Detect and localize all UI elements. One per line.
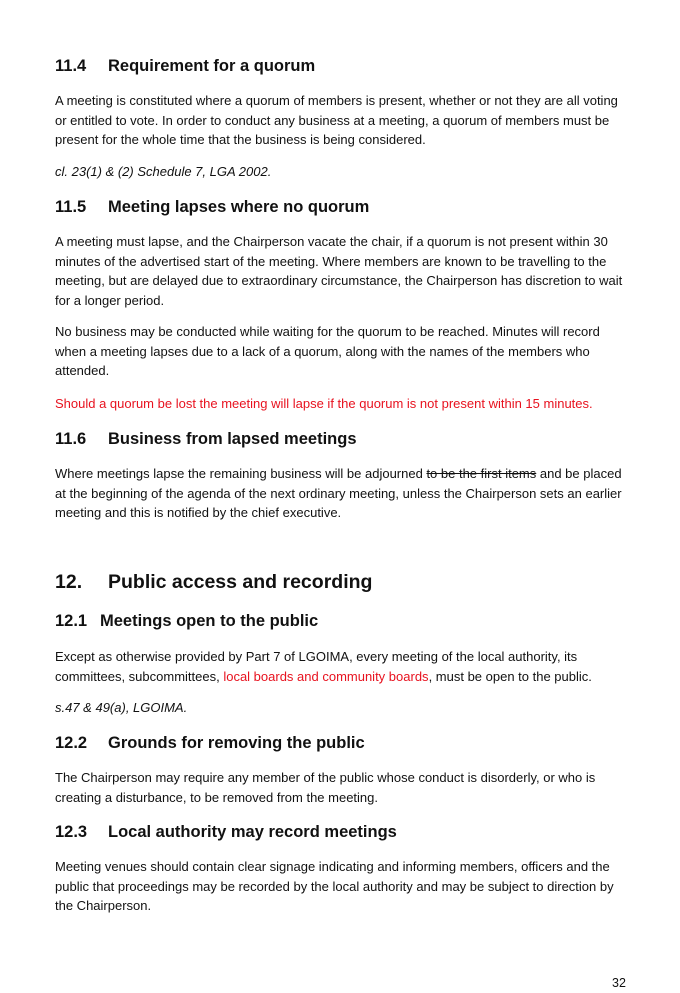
heading-12-1	[55, 607, 318, 635]
text-segment: and be placed at the beginning of the agenda of the next ordinary meeting, unless the Chairperson sets an earlier meeting and this is notified by the chief executive.	[55, 466, 622, 521]
heading-11-4	[55, 52, 315, 80]
heading-12-2	[55, 729, 365, 757]
heading-number: 11.5	[55, 198, 87, 216]
struck-text: to be the first items	[426, 466, 537, 481]
heading-title: Meeting lapses where no quorum	[108, 198, 370, 216]
paragraph-lapse-1: A meeting must lapse, and the Chairperson vacate the chair, if a quorum is not present within 30 minutes of the advertised start of the meeting. Where members are known to be travelling to the meeting, but are delayed due to extraordinary circumstance, the Chairperson has discretion to wait for a longer period.	[55, 234, 623, 308]
heading-number: 12.	[55, 571, 83, 593]
paragraph-quorum: A meeting is constituted where a quorum of members is present, whether or not they are all voting or entitled to vote. In order to conduct any business at a meeting, a quorum of members must be present for the whole time that the business is being considered.	[55, 93, 618, 148]
heading-title: Local authority may record meetings	[108, 823, 397, 841]
highlighted-text: local boards and community boards	[223, 668, 429, 684]
page-number: 32	[612, 976, 626, 990]
reference-open-meetings: s.47 & 49(a), LGOIMA.	[55, 700, 188, 715]
text-segment: Where meetings lapse the remaining business will be adjourned	[55, 466, 427, 481]
paragraph-recording: Meeting venues should contain clear signage indicating and informing members, officers and the public that proceedings may be recorded by the local authority and may be subject to direction by the Chairperson.	[55, 859, 614, 914]
heading-number: 11.6	[55, 430, 87, 448]
heading-12-3	[55, 818, 397, 846]
paragraph-open-meetings	[55, 647, 630, 686]
heading-title: Public access and recording	[108, 571, 373, 593]
heading-11-6	[55, 425, 357, 453]
heading-number: 12.3	[55, 823, 88, 841]
paragraph-lapsed-business	[55, 464, 630, 523]
reference-quorum: cl. 23(1) & (2) Schedule 7, LGA 2002.	[55, 164, 272, 179]
heading-title: Grounds for removing the public	[108, 734, 365, 752]
heading-12	[55, 566, 372, 598]
heading-number: 12.1	[55, 612, 88, 630]
heading-number: 11.4	[55, 57, 87, 75]
paragraph-lapse-2: No business may be conducted while waiting for the quorum to be reached. Minutes will record when a meeting lapses due to a lack of a quorum, along with the names of the members who attended.	[55, 324, 600, 379]
paragraph-lapse-3: Should a quorum be lost the meeting will lapse if the quorum is not present within 15 minutes.	[55, 396, 593, 411]
heading-title: Business from lapsed meetings	[108, 430, 357, 448]
paragraph-removing-public: The Chairperson may require any member of the public whose conduct is disorderly, or who is creating a disturbance, to be removed from the meeting.	[55, 770, 596, 805]
heading-title: Requirement for a quorum	[108, 57, 316, 75]
heading-11-5	[55, 193, 369, 221]
heading-number: 12.2	[55, 734, 88, 752]
heading-title: Meetings open to the public	[100, 612, 319, 630]
text-segment: Except as otherwise provided by Part 7 of LGOIMA, every meeting of the local authority, its committees, subcommittees,	[55, 649, 578, 684]
text-segment: , must be open to the public.	[428, 668, 592, 684]
